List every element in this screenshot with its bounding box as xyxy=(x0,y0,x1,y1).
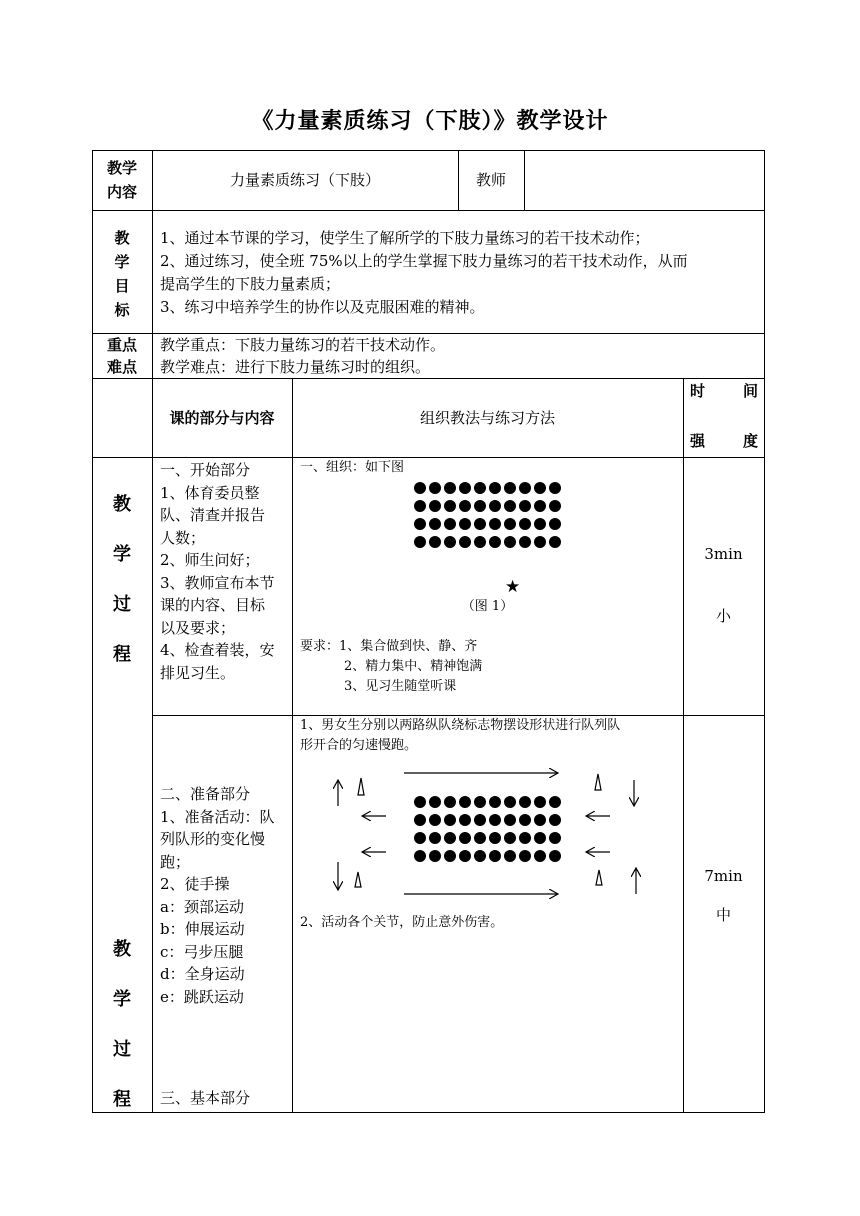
start-intensity: 小 xyxy=(715,607,731,625)
basic-part-label: 三、基本部分 xyxy=(160,1089,251,1107)
header-time: 时 间 xyxy=(690,382,758,400)
process-label-1: 教 学 过 程 xyxy=(113,494,131,665)
start-part-content: 一、开始部分 1、体育委员整 队、清查并报告 人数； 2、师生问好； 3、教师宣布本节 课的内容、目标 以及要求； 4、检查着装，安 排见习生。 xyxy=(160,461,275,682)
requirements: 要求：1、集合做到快、静、齐 2、精力集中、精神饱满 3、见习生随堂听课 xyxy=(300,639,483,694)
teacher-label: 教师 xyxy=(475,171,506,189)
header-part: 课的部分与内容 xyxy=(169,409,275,427)
page-title: 《力量素质练习（下肢）》教学设计 xyxy=(251,108,609,134)
goals-text: 1、通过本节课的学习，使学生了解所学的下肢力量练习的若干技术动作； 2、通过练习，使全班 75%以上的学生掌握下肢力量练习的若干技术动作，从而 提高学生的下肢力量素质； 3、练习中培养学生的协作以及克服困难的精神。 xyxy=(160,229,688,316)
warmup-part-content: 二、准备部分 1、准备活动：队 列队形的变化慢 跑； 2、徒手操 a：颈部运动 b：伸展运动 c：弓步压腿 d：全身运动 e：跳跃运动 xyxy=(160,785,275,1006)
cone-marker-3 xyxy=(355,872,361,887)
warmup-method-2: 2、活动各个关节，防止意外伤害。 xyxy=(300,915,504,930)
teacher-star-icon: ★ xyxy=(505,577,521,597)
lesson-content: 力量素质练习（下肢） xyxy=(229,171,380,189)
key-points-text: 教学重点：下肢力量练习的若干技术动作。 教学难点：进行下肢力量练习时的组织。 xyxy=(160,336,446,376)
warmup-intensity: 中 xyxy=(715,906,731,924)
org-title: 一、组织：如下图 xyxy=(300,460,405,475)
process-label-2: 教 学 过 程 xyxy=(113,939,131,1110)
content-label: 教学 内容 xyxy=(106,159,137,201)
cone-marker-2 xyxy=(595,774,601,790)
key-points-label: 重点 难点 xyxy=(106,336,137,376)
warmup-time: 7min xyxy=(704,867,743,885)
goals-label: 教 学 目 标 xyxy=(114,229,130,319)
cone-marker-4 xyxy=(596,870,602,885)
start-time: 3min xyxy=(704,545,743,563)
header-intensity: 强 度 xyxy=(690,432,758,450)
figure-caption: （图 1） xyxy=(461,599,514,614)
cone-marker-1 xyxy=(358,778,364,795)
header-method: 组织教法与练习方法 xyxy=(419,409,555,427)
warmup-method-1: 1、男女生分别以两路纵队绕标志物摆设形状进行队列队 形开合的匀速慢跑。 xyxy=(300,718,621,753)
